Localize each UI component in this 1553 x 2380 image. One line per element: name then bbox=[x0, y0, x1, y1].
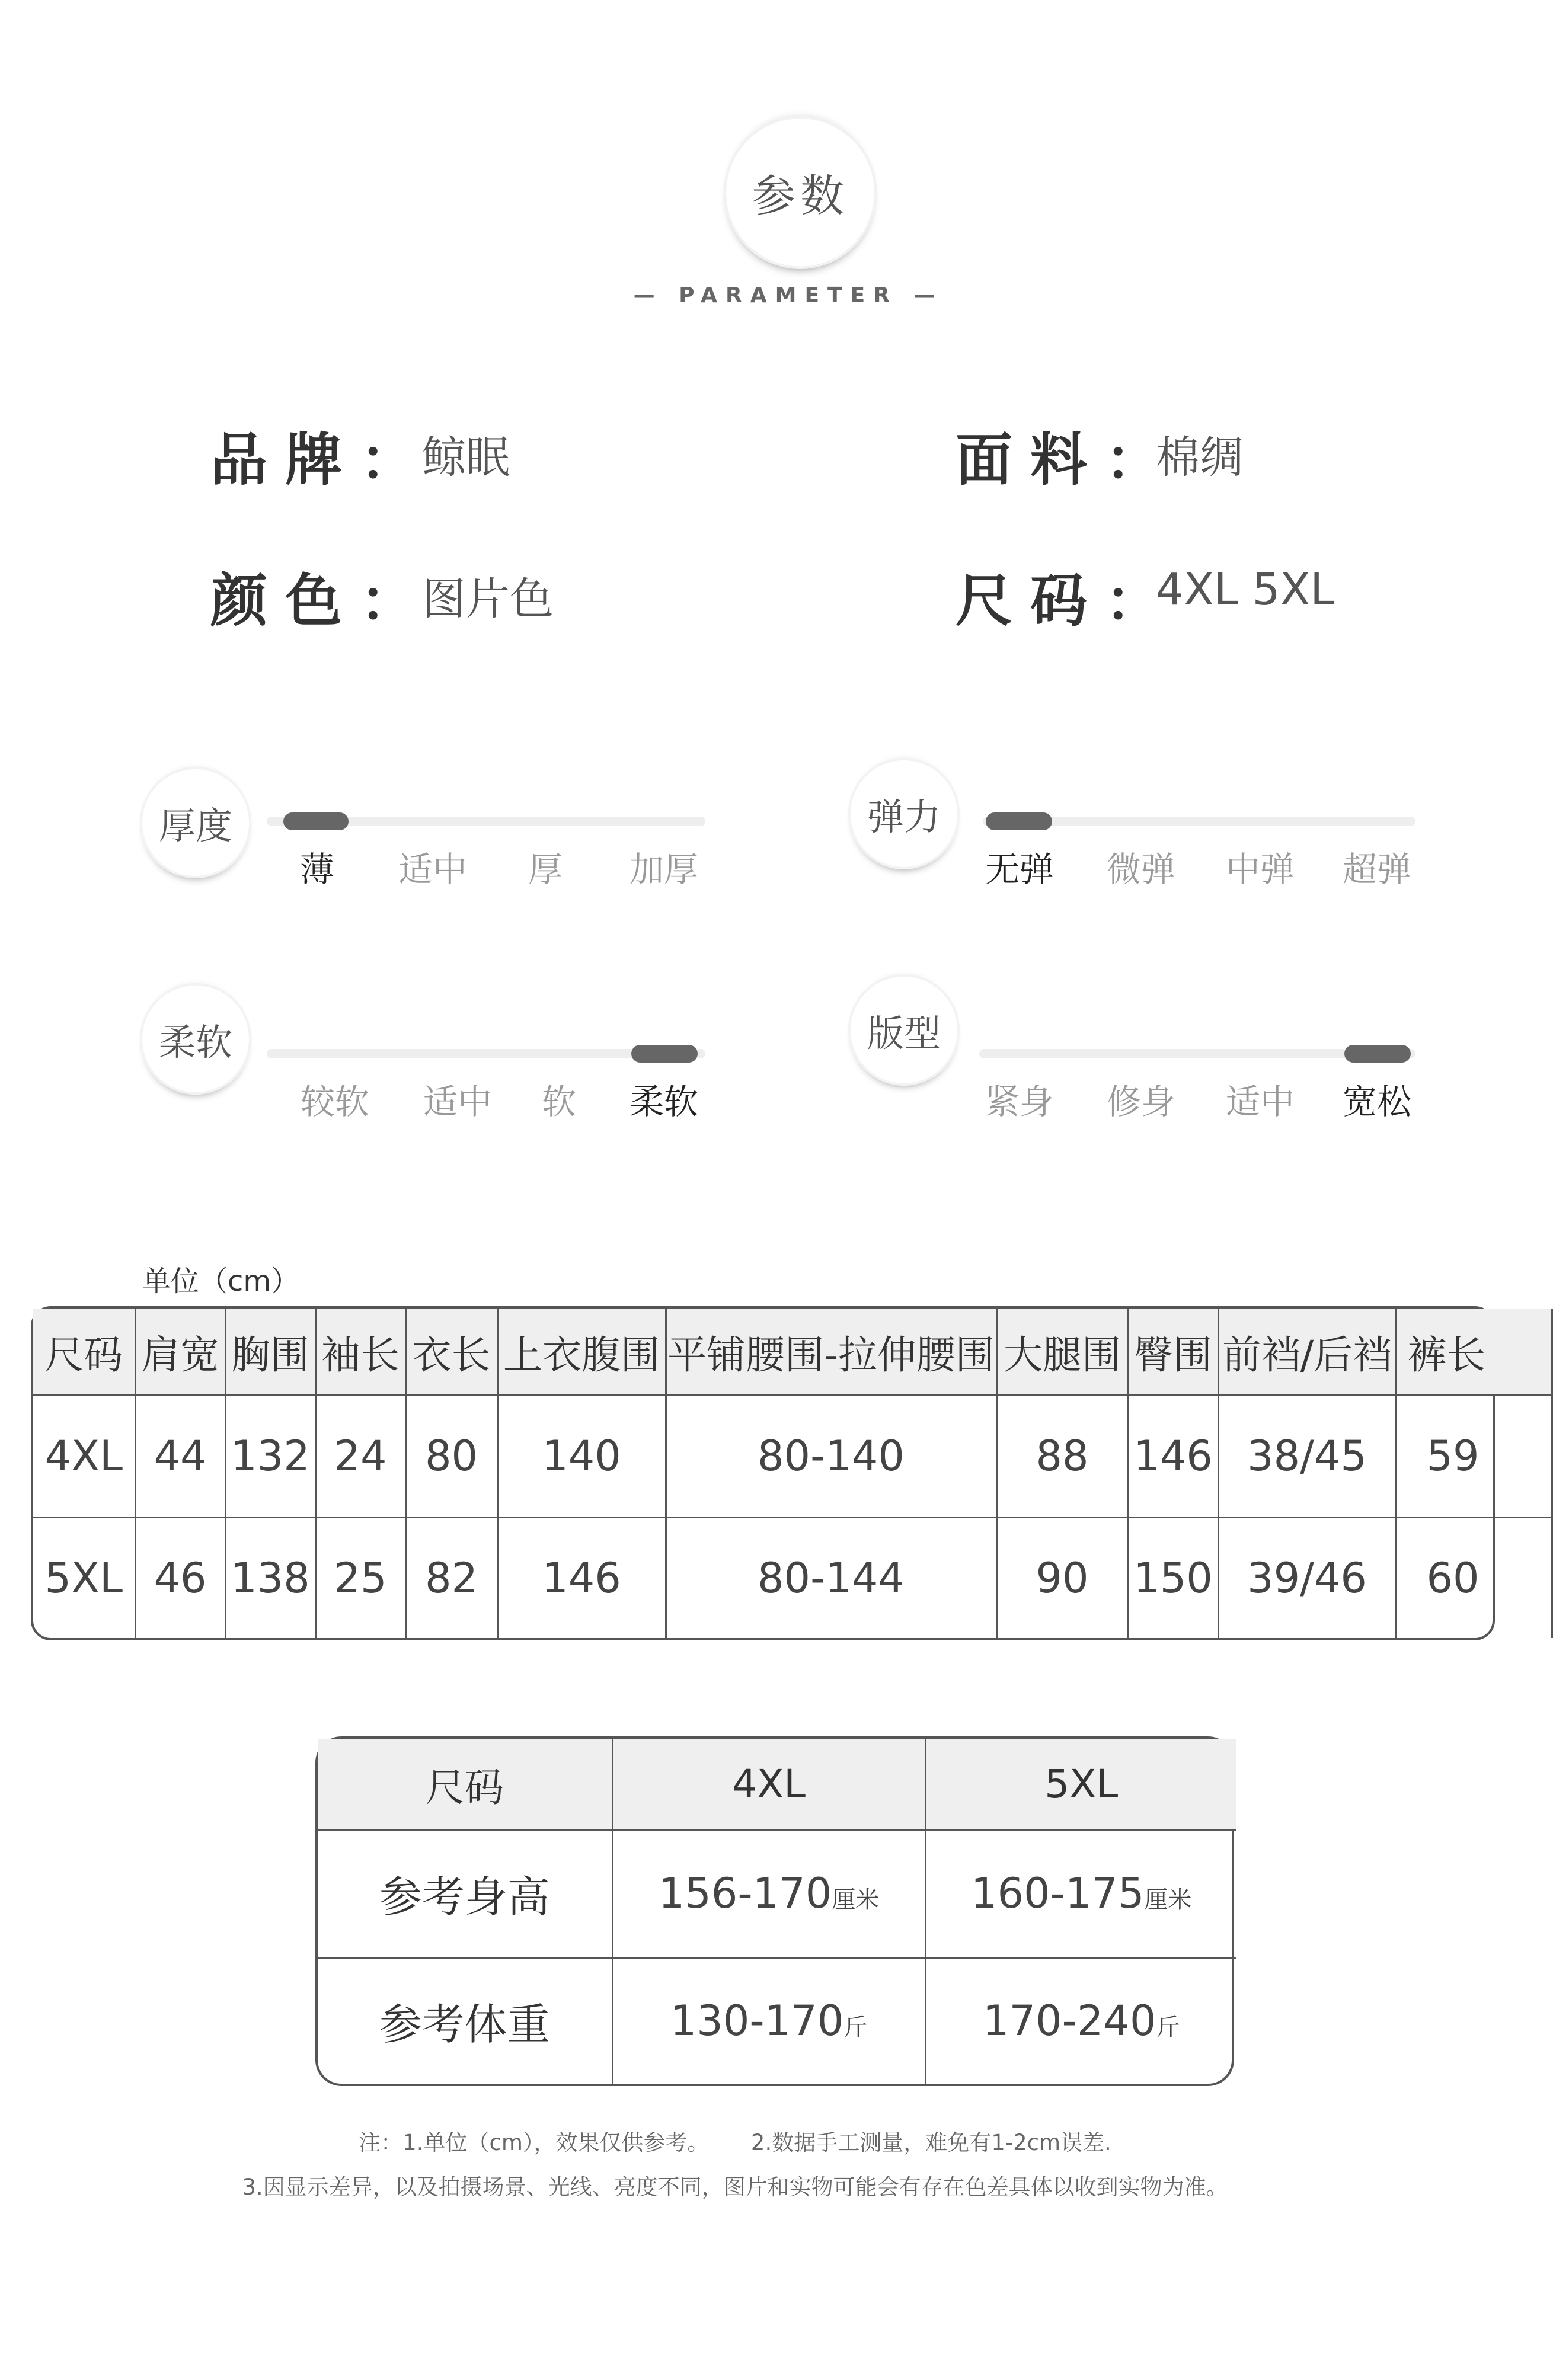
elasticity-label: 弹力 bbox=[851, 760, 957, 867]
reference-header-row bbox=[318, 1739, 1236, 1830]
size-key: 尺码： bbox=[956, 568, 1180, 634]
elasticity-option: 无弹 bbox=[985, 849, 1054, 890]
softness-label: 柔软 bbox=[142, 986, 249, 1092]
header-cell: 上衣腹围 bbox=[497, 1309, 666, 1395]
fabric-value: 棉绸 bbox=[1156, 432, 1244, 483]
table-cell: 80-140 bbox=[666, 1395, 996, 1518]
thickness-option: 适中 bbox=[398, 849, 467, 890]
table-cell: 38/45 bbox=[1218, 1395, 1396, 1518]
table-cell bbox=[925, 1957, 1236, 2084]
table-cell: 132 bbox=[225, 1395, 315, 1518]
thickness-option: 厚 bbox=[528, 849, 563, 890]
fit-option: 宽松 bbox=[1342, 1082, 1411, 1122]
table-cell: 39/46 bbox=[1218, 1518, 1396, 1638]
header-cell: 肩宽 bbox=[135, 1309, 225, 1395]
cell-value: 170-240 bbox=[983, 1997, 1156, 2046]
softness-option: 适中 bbox=[423, 1082, 492, 1122]
table-cell bbox=[925, 1830, 1236, 1958]
size-value: 4XL 5XL bbox=[1156, 564, 1335, 615]
fit-indicator bbox=[1344, 1045, 1411, 1063]
table-row bbox=[318, 1830, 1236, 1958]
note-line-1: 注：1.单位（cm），效果仅供参考。 2.数据手工测量，难免有1-2cm误差. bbox=[359, 2130, 1111, 2155]
elasticity-option: 超弹 bbox=[1342, 849, 1411, 890]
header-cell: 前裆/后裆 bbox=[1218, 1309, 1396, 1395]
fit-option: 紧身 bbox=[985, 1082, 1054, 1122]
size-table-header-row bbox=[33, 1309, 1552, 1395]
cell-unit: 斤 bbox=[843, 2014, 868, 2042]
table-cell: 60 bbox=[1396, 1518, 1552, 1638]
color-key: 颜色： bbox=[210, 568, 434, 634]
cell-value: 156-170 bbox=[658, 1869, 832, 1918]
header-cell: 袖长 bbox=[315, 1309, 405, 1395]
size-table bbox=[31, 1306, 1495, 1640]
parameter-badge bbox=[726, 119, 874, 267]
row-label: 参考体重 bbox=[318, 1957, 612, 2084]
softness-option: 柔软 bbox=[629, 1082, 698, 1122]
header-cell: 衣长 bbox=[405, 1309, 497, 1395]
brand-key: 品牌： bbox=[210, 427, 434, 493]
badge-text: 参数 bbox=[752, 171, 849, 222]
table-cell bbox=[612, 1830, 925, 1958]
fabric-key: 面料： bbox=[956, 427, 1180, 493]
thickness-label: 厚度 bbox=[142, 769, 249, 876]
table-cell: 150 bbox=[1128, 1518, 1218, 1638]
thickness-indicator bbox=[283, 812, 349, 830]
elasticity-indicator bbox=[986, 812, 1052, 830]
row-label: 参考身高 bbox=[318, 1830, 612, 1958]
header-cell: 大腿围 bbox=[996, 1309, 1128, 1395]
unit-label: 单位（cm） bbox=[142, 1265, 300, 1298]
table-cell: 24 bbox=[315, 1395, 405, 1518]
cell-value: 130-170 bbox=[670, 1997, 844, 2046]
table-cell: 88 bbox=[996, 1395, 1128, 1518]
table-cell: 46 bbox=[135, 1518, 225, 1638]
cell-unit: 厘米 bbox=[832, 1886, 880, 1914]
parameter-subtitle: — PARAMETER — bbox=[633, 283, 944, 308]
table-cell: 44 bbox=[135, 1395, 225, 1518]
header-cell: 臀围 bbox=[1128, 1309, 1218, 1395]
table-cell: 25 bbox=[315, 1518, 405, 1638]
header-cell: 裤长 bbox=[1396, 1309, 1552, 1395]
table-cell bbox=[612, 1957, 925, 2084]
fit-option: 修身 bbox=[1106, 1082, 1175, 1122]
table-row bbox=[33, 1518, 1552, 1638]
cell-value: 160-175 bbox=[971, 1869, 1145, 1918]
table-cell: 82 bbox=[405, 1518, 497, 1638]
note-line-2: 3.因显示差异，以及拍摄场景、光线、亮度不同，图片和实物可能会有存在色差具体以收到实物为准。 bbox=[242, 2174, 1228, 2200]
reference-table bbox=[315, 1736, 1234, 2086]
table-cell: 4XL bbox=[33, 1395, 135, 1518]
color-value: 图片色 bbox=[422, 574, 554, 625]
table-cell: 146 bbox=[1128, 1395, 1218, 1518]
table-cell: 146 bbox=[497, 1518, 666, 1638]
table-cell: 59 bbox=[1396, 1395, 1552, 1518]
elasticity-option: 微弹 bbox=[1106, 849, 1175, 890]
header-cell: 尺码 bbox=[318, 1739, 612, 1830]
fit-label: 版型 bbox=[851, 977, 957, 1083]
cell-unit: 斤 bbox=[1156, 2014, 1180, 2042]
table-cell: 5XL bbox=[33, 1518, 135, 1638]
header-cell: 4XL bbox=[612, 1739, 925, 1830]
header-cell: 5XL bbox=[925, 1739, 1236, 1830]
softness-option: 较软 bbox=[300, 1082, 369, 1122]
table-cell: 80 bbox=[405, 1395, 497, 1518]
thickness-option: 加厚 bbox=[629, 849, 698, 890]
table-cell: 80-144 bbox=[666, 1518, 996, 1638]
softness-option: 软 bbox=[541, 1082, 576, 1122]
thickness-option: 薄 bbox=[299, 849, 334, 890]
table-cell: 138 bbox=[225, 1518, 315, 1638]
table-row bbox=[33, 1395, 1552, 1518]
elasticity-option: 中弹 bbox=[1225, 849, 1295, 890]
cell-unit: 厘米 bbox=[1144, 1886, 1192, 1914]
table-row bbox=[318, 1957, 1236, 2084]
table-cell: 90 bbox=[996, 1518, 1128, 1638]
brand-value: 鲸眠 bbox=[422, 432, 510, 483]
table-cell: 140 bbox=[497, 1395, 666, 1518]
fit-option: 适中 bbox=[1225, 1082, 1295, 1122]
header-cell: 胸围 bbox=[225, 1309, 315, 1395]
header-cell: 尺码 bbox=[33, 1309, 135, 1395]
header-cell: 平铺腰围-拉伸腰围 bbox=[666, 1309, 996, 1395]
softness-indicator bbox=[631, 1045, 698, 1063]
